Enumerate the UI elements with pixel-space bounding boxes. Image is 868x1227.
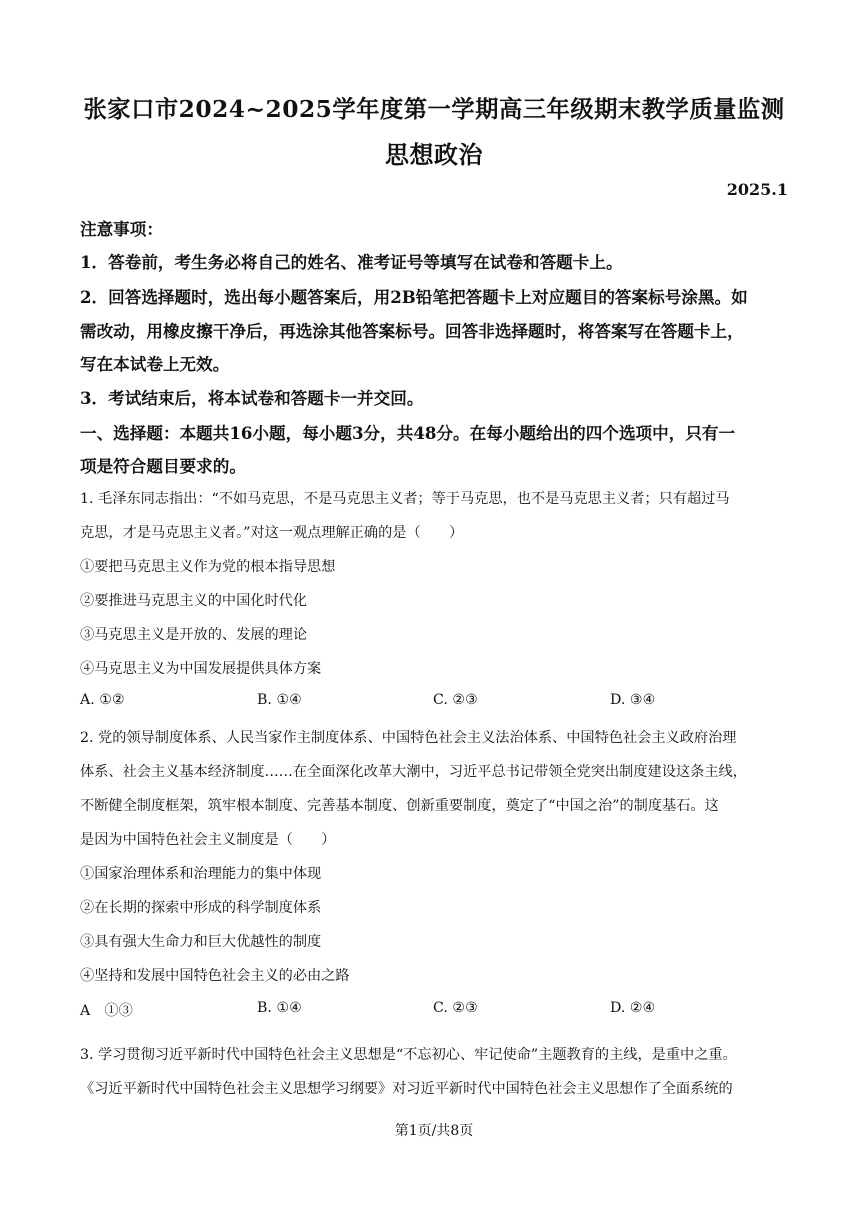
notice-item-2-line-3: 写在本试卷上无效。	[80, 354, 230, 374]
notice-item-3: 3．考试结束后，将本试卷和答题卡一并交回。	[80, 388, 424, 408]
page-number: 第1页/共8页	[394, 1123, 474, 1139]
question-3-line-2: 《习近平新时代中国特色社会主义思想学习纲要》对习近平新时代中国特色社会主义思想作了全面系统的	[80, 1081, 733, 1097]
question-2-option-b: B. ①④	[257, 1000, 302, 1016]
notice-item-2-line-1: 2．回答选择题时，选出每小题答案后，用2B铅笔把答题卡上对应题目的答案标号涂黑。如	[80, 287, 748, 307]
question-2-statement-4: ④坚持和发展中国特色社会主义的必由之路	[80, 968, 350, 984]
section-1-line-2: 项是符合题目要求的。	[80, 456, 246, 476]
question-1-option-a: A. ①②	[80, 692, 125, 708]
exam-title: 张家口市2024~2025学年度第一学期高三年级期末教学质量监测	[83, 96, 785, 123]
question-2-line-2: 体系、社会主义基本经济制度……在全面深化改革大潮中，习近平总书记带领全党突出制度建设这条主线，	[80, 764, 747, 780]
question-2-option-c: C. ②③	[433, 1000, 478, 1016]
notice-heading: 注意事项：	[80, 219, 163, 239]
question-3-line-1: 3. 学习贯彻习近平新时代中国特色社会主义思想是“不忘初心、牢记使命”主题教育的主线，是重中之重。	[80, 1047, 737, 1063]
notice-item-2-line-2: 需改动，用橡皮擦干净后，再选涂其他答案标号。回答非选择题时，将答案写在答题卡上，	[80, 321, 744, 341]
question-2-option-a: A ①③	[80, 1003, 133, 1019]
question-1-statement-1: ①要把马克思主义作为党的根本指导思想	[80, 559, 336, 575]
question-2-line-4: 是因为中国特色社会主义制度是（ ）	[80, 832, 336, 848]
subject-title: 思想政治	[385, 140, 483, 169]
question-2-statement-3: ③具有强大生命力和巨大优越性的制度	[80, 934, 322, 950]
question-2-line-3: 不断健全制度框架，筑牢根本制度、完善基本制度、创新重要制度，奠定了“中国之治”的制度基石。这	[80, 798, 719, 814]
question-1-statement-2: ②要推进马克思主义的中国化时代化	[80, 593, 308, 609]
question-1-option-c: C. ②③	[433, 692, 478, 708]
exam-date: 2025.1	[726, 180, 788, 199]
question-1-option-b: B. ①④	[257, 692, 302, 708]
question-2-statement-1: ①国家治理体系和治理能力的集中体现	[80, 866, 322, 882]
section-1-line-1: 一、选择题：本题共16小题，每小题3分，共48分。在每小题给出的四个选项中，只有一	[80, 423, 736, 443]
question-1-line-2: 克思，才是马克思主义者。”对这一观点理解正确的是（ ）	[80, 525, 464, 541]
question-2-line-1: 2. 党的领导制度体系、人民当家作主制度体系、中国特色社会主义法治体系、中国特色社会主义政府治理	[80, 730, 737, 746]
question-1-statement-4: ④马克思主义为中国发展提供具体方案	[80, 661, 322, 677]
notice-item-1: 1．答卷前，考生务必将自己的姓名、准考证号等填写在试卷和答题卡上。	[80, 252, 623, 272]
question-1-option-d: D. ③④	[610, 692, 656, 708]
question-1-statement-3: ③马克思主义是开放的、发展的理论	[80, 627, 308, 643]
question-2-statement-2: ②在长期的探索中形成的科学制度体系	[80, 900, 322, 916]
question-1-line-1: 1. 毛泽东同志指出：“不如马克思，不是马克思主义者；等于马克思，也不是马克思主义者；只有超过马	[80, 491, 730, 507]
question-2-option-d: D. ②④	[610, 1000, 656, 1016]
